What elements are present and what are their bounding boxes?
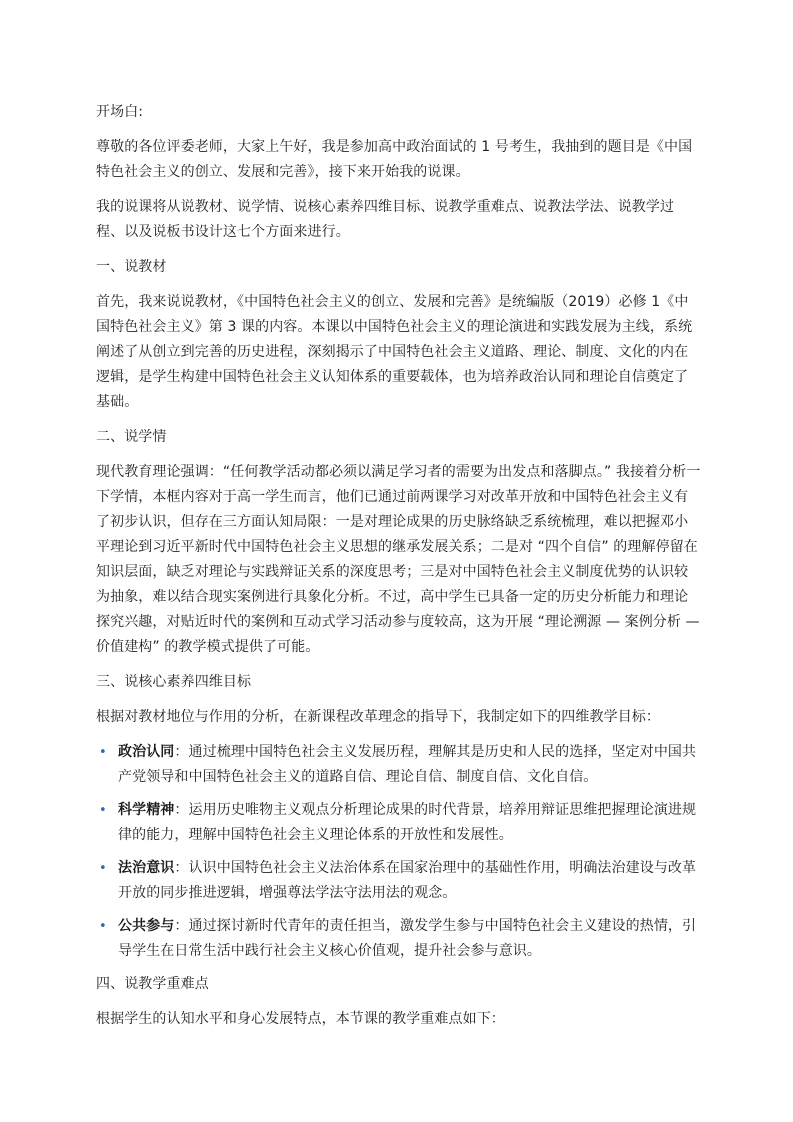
objective-term: 法治意识 xyxy=(118,860,175,876)
bullet-icon: • xyxy=(99,745,107,760)
section-heading-learners: 二、说学情 xyxy=(96,429,167,445)
list-item-rule-of-law xyxy=(96,856,702,906)
opening-label: 开场白: xyxy=(96,104,144,120)
section-heading-objectives: 三、说核心素养四维目标 xyxy=(96,674,252,690)
objectives-list xyxy=(96,740,702,964)
key-points-intro: 根据学生的认知水平和身心发展特点，本节课的教学重难点如下： xyxy=(96,1011,505,1027)
objective-separator: ： xyxy=(174,744,189,760)
textbook-paragraph: 首先，我来说说教材，《中国特色社会主义的创立、发展和完善》是统编版（2019）必修 1《中国特色社会主义》第 3 课的内容。本课以中国特色社会主义的理论演进和实践发展为主线，系统阐述了从创立到完善的历史进程，深刻揭示了中国特色社会主义道路、理论、制度、文化的内在逻辑，是学生构建中国特色社会主义认知体系的重要载体，也为培养政治认同和理论自信奠定了基础。 xyxy=(96,294,693,410)
objective-term: 科学精神 xyxy=(118,802,175,818)
list-item-political-identity xyxy=(96,740,702,790)
objective-text: 认识中国特色社会主义法治体系在国家治理中的基础性作用，明确法治建设与改革开放的同步推进逻辑，增强尊法学法守法用法的观念。 xyxy=(118,860,697,901)
objective-text: 运用历史唯物主义观点分析理论成果的时代背景，培养用辩证思维把握理论演进规律的能力，理解中国特色社会主义理论体系的开放性和发展性。 xyxy=(118,802,697,843)
bullet-icon: • xyxy=(99,803,107,818)
objective-text: 通过梳理中国特色社会主义发展历程，理解其是历史和人民的选择，坚定对中国共产党领导和中国特色社会主义的道路自信、理论自信、制度自信、文化自信。 xyxy=(118,744,697,785)
list-item-scientific-spirit xyxy=(96,798,702,848)
objective-term: 公共参与 xyxy=(118,918,175,934)
bullet-icon: • xyxy=(99,861,107,876)
objective-text: 通过探讨新时代青年的责任担当，激发学生参与中国特色社会主义建设的热情，引导学生在日常生活中践行社会主义核心价值观，提升社会参与意识。 xyxy=(118,918,697,959)
opening-paragraph-1: 尊敬的各位评委老师，大家上午好，我是参加高中政治面试的 1 号考生，我抽到的题目是《中国特色社会主义的创立、发展和完善》，接下来开始我的说课。 xyxy=(96,139,693,180)
bullet-icon: • xyxy=(99,919,107,934)
objective-term: 政治认同 xyxy=(118,744,175,760)
objective-separator: ： xyxy=(174,918,189,934)
opening-paragraph-2: 我的说课将从说教材、说学情、说核心素养四维目标、说教学重难点、说教法学法、说教学过程、以及说板书设计这七个方面来进行。 xyxy=(96,199,675,240)
objective-separator: ： xyxy=(174,860,189,876)
section-heading-key-points: 四、说教学重难点 xyxy=(96,976,209,992)
document-body xyxy=(96,100,702,1042)
objective-separator: ： xyxy=(174,802,189,818)
list-item-public-participation xyxy=(96,914,702,964)
objectives-intro: 根据对教材地位与作用的分析，在新课程改革理念的指导下，我制定如下的四维教学目标： xyxy=(96,709,660,725)
learners-paragraph: 现代教育理论强调：“任何教学活动都必须以满足学习者的需要为出发点和落脚点。” 我接着分析一下学情，本框内容对于高一学生而言，他们已通过前两课学习对改革开放和中国特色社会主义有了初步认识，但存在三方面认知局限：一是对理论成果的历史脉络缺乏系统梳理，难以把握邓小平理论到习近平新时代中国特色社会主义思想的继承发展关系；二是对 “四个自信” 的理解停留在知识层面，缺乏对理论与实践辩证关系的深度思考；三是对中国特色社会主义制度优势的认识较为抽象，难以结合现实案例进行具象化分析。不过，高中学生已具备一定的历史分析能力和理论探究兴趣，对贴近时代的案例和互动式学习活动参与度较高，这为开展 “理论溯源 — 案例分析 — 价值建构” 的教学模式提供了可能。 xyxy=(96,464,701,655)
section-heading-textbook: 一、说教材 xyxy=(96,259,167,275)
